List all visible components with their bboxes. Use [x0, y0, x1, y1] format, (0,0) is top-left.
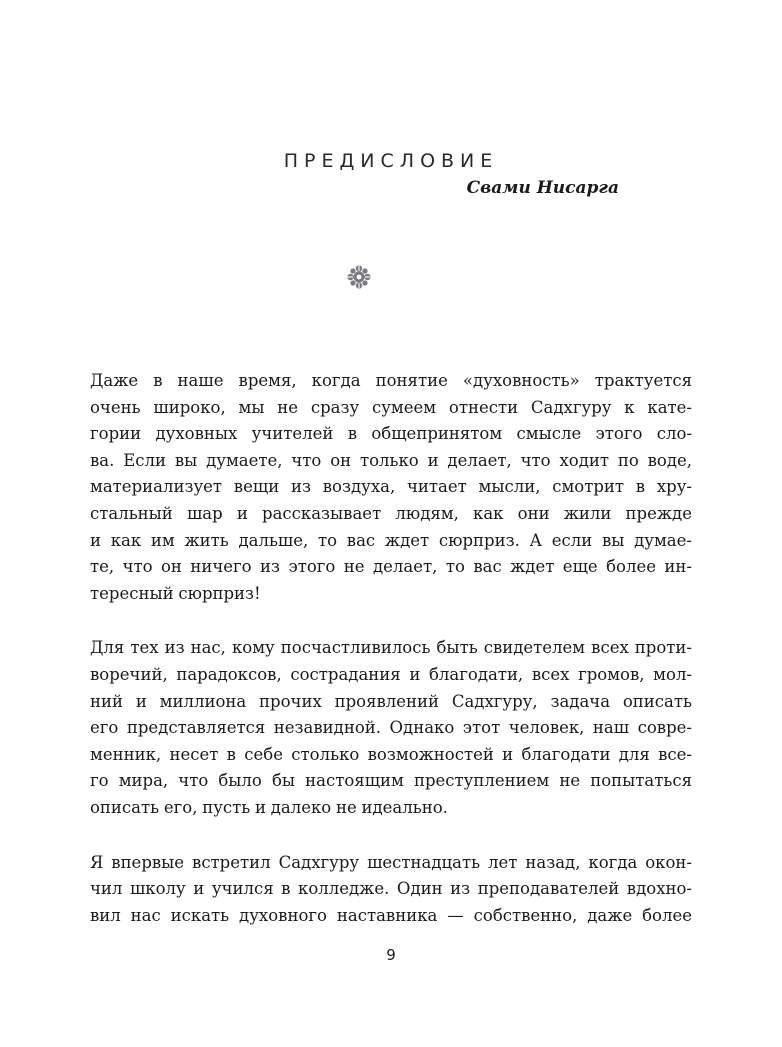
paragraph-2 [90, 635, 692, 821]
text-line: ний и миллиона прочих проявлений Садхгуру, задача описать [90, 691, 692, 711]
text-line: чил школу и учился в колледже. Один из преподавателей вдохно- [90, 879, 692, 899]
text-line: менник, несет в себе столько возможностей и благодати для все- [90, 744, 692, 764]
text-line: описать его, пусть и далеко не идеально. [90, 797, 448, 817]
text-line: те, что он ничего из этого не делает, то вас ждет еще более ин- [90, 557, 692, 577]
text-line: го мира, что было бы настоящим преступлением не попытаться [90, 771, 692, 791]
text-line: Даже в наше время, когда понятие «духовность» трактуется [90, 371, 692, 390]
chapter-author: Свами Нисарга [466, 178, 619, 198]
text-line: и как им жить дальше, то вас ждет сюрприз. А если вы думае- [90, 530, 692, 550]
text-line: стальный шар и рассказывает людям, как они жили прежде [90, 503, 692, 523]
text-line: воречий, парадоксов, сострадания и благодати, всех громов, мол- [90, 664, 692, 684]
flower-ornament-icon [346, 264, 372, 290]
text-line: вил нас искать духовного наставника — собственно, даже более [90, 905, 692, 925]
text-line: материализует вещи из воздуха, читает мысли, смотрит в хру- [90, 477, 692, 497]
text-line: ва. Если вы думаете, что он только и делает, что ходит по воде, [90, 450, 692, 470]
chapter-title: ПРЕДИСЛОВИЕ [283, 150, 499, 172]
text-line: Я впервые встретил Садхгуру шестнадцать лет назад, когда окон- [90, 852, 692, 872]
text-line: его представляется незавидной. Однако этот человек, наш совре- [90, 718, 692, 738]
text-line: Для тех из нас, кому посчастливилось быть свидетелем всех проти- [90, 638, 692, 658]
text-line: тересный сюрприз! [90, 583, 261, 603]
text-line: очень широко, мы не сразу сумеем отнести Садхгуру к кате- [90, 397, 692, 417]
body-text [90, 368, 692, 957]
paragraph-3 [90, 850, 692, 930]
text-line: гории духовных учителей в общепринятом смысле этого сло- [90, 424, 692, 444]
page-number: 9 [386, 946, 396, 964]
paragraph-1 [90, 368, 692, 607]
